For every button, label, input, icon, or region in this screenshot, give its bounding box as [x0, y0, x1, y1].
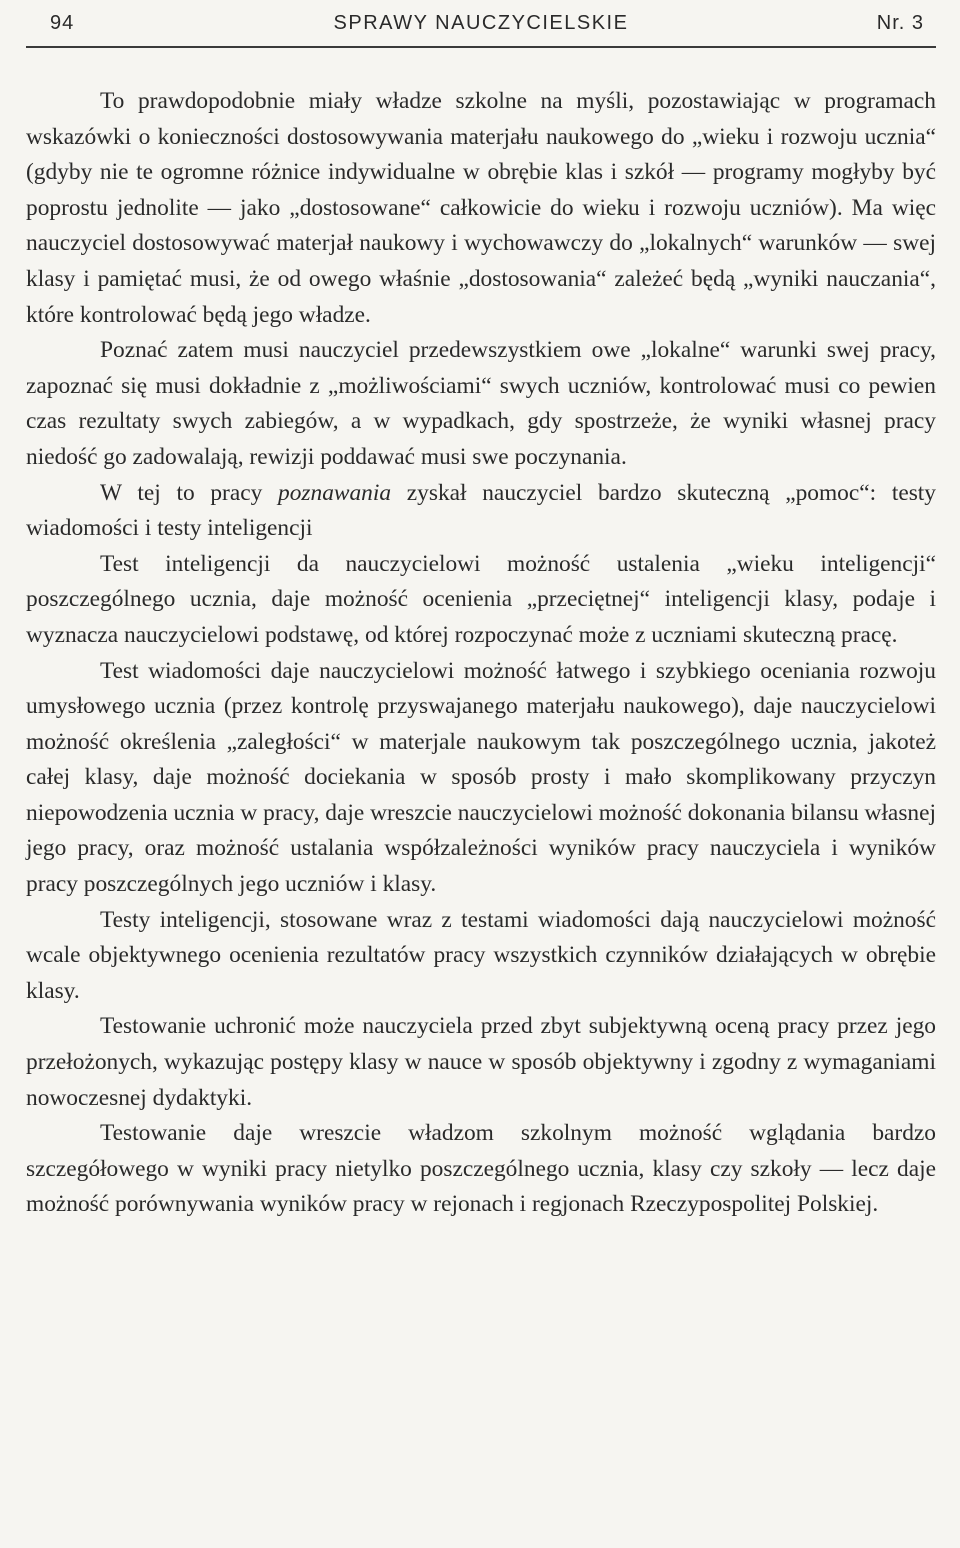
paragraph-3-italic: poznawania	[278, 479, 392, 506]
paragraph-8: Testowanie daje wreszcie władzom szkolnym możność wglądania bardzo szczegółowego w wyniki pracy nietylko poszczególnego ucznia, klasy czy szkoły — lecz daje możność porównywania wyników pracy w rejonach i regjonach Rzeczypospolitej Polskiej.	[26, 1120, 936, 1218]
document-page	[26, 0, 936, 1223]
paragraph-2: Poznać zatem musi nauczyciel przedewszystkiem owe „lokalne“ warunki swej pracy, zapoznać się musi dokładnie z „możliwościami“ swych uczniów, kontrolować musi co pewien czas rezultaty swych zabiegów, a w wypadkach, gdy spostrzeże, że wyniki własnej pracy niedość go zadowalają, rewizji poddawać musi swe poczynania.	[26, 337, 936, 470]
running-header	[26, 0, 936, 48]
paragraph-6: Testy inteligencji, stosowane wraz z testami wiadomości dają nauczycielowi możność wcale objektywnego ocenienia rezultatów pracy wszystkich czynników działających w obrębie klasy.	[26, 906, 936, 1004]
paragraph-3	[26, 476, 936, 547]
paragraph-3-start: W tej to pracy	[100, 479, 278, 506]
paragraph-7: Testowanie uchronić może nauczyciela przed zbyt subjektywną oceną pracy przez jego przełożonych, wykazując postępy klasy w nauce w sposób objektywny i zgodny z wymaganiami nowoczesnej dydaktyki.	[26, 1013, 936, 1111]
journal-title: SPRAWY NAUCZYCIELSKIE	[333, 12, 629, 34]
paragraph-1: To prawdopodobnie miały władze szkolne na myśli, pozostawiając w programach wskazówki o konieczności dostosowywania materjału naukowego do „wieku i rozwoju ucznia“ (gdyby nie te ogromne różnice indywidualne w obrębie klas i szkół — programy mogłyby być poprostu jednolite — jako „dostosowane“ całkowicie do wieku i rozwoju uczniów). Ma więc nauczyciel dostosowywać materjał naukowy i wychowawczy do „lokalnych“ warunków — swej klasy i pamiętać musi, że od owego właśnie „dostosowania“ zależeć będą „wyniki nauczania“, które kontrolować będą jego władze.	[26, 88, 936, 328]
page-number: 94	[50, 12, 75, 34]
issue-number: Nr. 3	[876, 12, 924, 34]
paragraph-3-end: zyskał nauczyciel bardzo skuteczną „pomoc“: testy wiadomości i testy inteligencji	[26, 479, 937, 542]
paragraph-5: Test wiadomości daje nauczycielowi możność łatwego i szybkiego oceniania rozwoju umysłowego ucznia (przez kontrolę przyswajanego materjału naukowego), daje nauczycielowi możność określenia „zaległości“ w materjale naukowym tak poszczególnego ucznia, jakoteż całej klasy, daje możność dociekania w sposób prosty i mało skomplikowany przyczyn niepowodzenia ucznia w pracy, daje wreszcie nauczycielowi możność dokonania bilansu własnej jego pracy, oraz możność ustalania współzależności wyników pracy nauczyciela i wyników pracy poszczególnych jego uczniów i klasy.	[26, 657, 936, 898]
article-body	[26, 84, 936, 1223]
paragraph-4: Test inteligencji da nauczycielowi możność ustalenia „wieku inteligencji“ poszczególnego ucznia, daje możność ocenienia „przeciętnej“ inteligencji klasy, podaje i wyznacza nauczycielowi podstawę, od której rozpoczynać może z uczniami skuteczną pracę.	[26, 550, 936, 648]
